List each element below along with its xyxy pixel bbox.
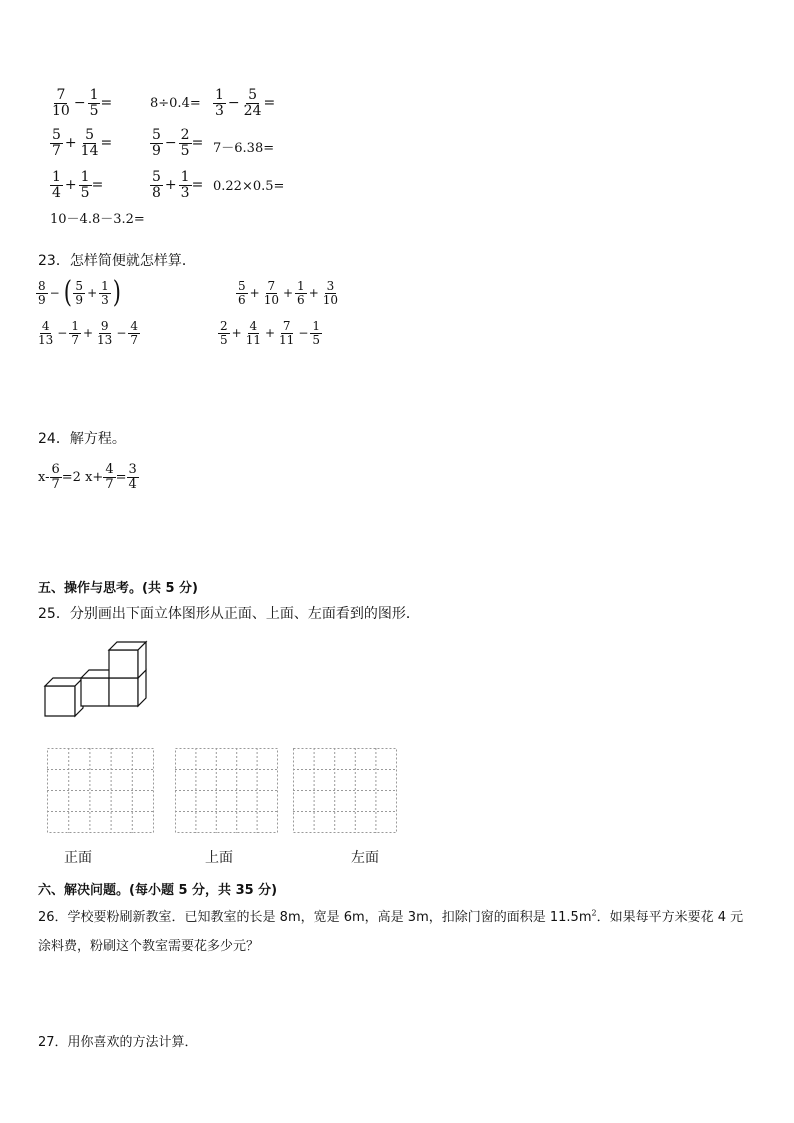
num: 8 bbox=[38, 278, 46, 293]
op: − bbox=[164, 135, 177, 152]
op: + bbox=[308, 286, 319, 301]
q22-r3-b bbox=[150, 170, 203, 200]
num: 7 bbox=[267, 279, 276, 293]
q26-text: ．如果每平方米要花 4 元 bbox=[596, 910, 744, 925]
section-5-heading: 五、操作与思考。(共 5 分) bbox=[38, 581, 198, 596]
op: + bbox=[231, 326, 242, 341]
cube-face bbox=[81, 678, 109, 706]
num: 4 bbox=[130, 319, 139, 333]
op: + bbox=[82, 326, 94, 341]
q24-title: 24．解方程。 bbox=[38, 431, 126, 447]
q23-expr-3 bbox=[36, 320, 140, 346]
den: 4 bbox=[52, 184, 61, 201]
op: − bbox=[73, 95, 86, 112]
num: 5 bbox=[85, 127, 95, 143]
den: 9 bbox=[75, 292, 84, 307]
q23-expr-4 bbox=[218, 320, 322, 346]
num: 1 bbox=[101, 278, 109, 293]
den: 10 bbox=[52, 102, 70, 119]
op: + bbox=[64, 177, 77, 194]
num: 6 bbox=[51, 462, 60, 477]
den: 5 bbox=[180, 142, 190, 159]
q26-line2: 涂料费，粉刷这个教室需要花多少元？ bbox=[38, 939, 260, 954]
den: 8 bbox=[152, 184, 161, 201]
eq-text: x- bbox=[38, 469, 50, 485]
cube-face bbox=[45, 686, 75, 716]
den: 6 bbox=[297, 292, 305, 307]
den: 13 bbox=[97, 332, 113, 347]
q22-r2-b bbox=[150, 128, 203, 158]
num: 2 bbox=[180, 127, 190, 143]
grid-left bbox=[293, 748, 398, 834]
op: − bbox=[49, 286, 60, 300]
num: 5 bbox=[152, 127, 161, 143]
op: + bbox=[249, 286, 260, 301]
num: 5 bbox=[238, 279, 246, 293]
den: 6 bbox=[238, 292, 246, 307]
den: 5 bbox=[220, 332, 228, 347]
num: 4 bbox=[105, 462, 114, 477]
num: 2 bbox=[220, 319, 228, 333]
op: − bbox=[227, 95, 240, 112]
den: 5 bbox=[312, 332, 321, 347]
den: 11 bbox=[245, 332, 261, 347]
eq: = bbox=[263, 95, 276, 112]
q22-r1-a bbox=[50, 88, 112, 118]
num: 1 bbox=[312, 319, 321, 333]
num: 1 bbox=[215, 87, 224, 103]
grid-top bbox=[175, 748, 279, 834]
op: + bbox=[264, 326, 276, 341]
cube-figure bbox=[40, 638, 155, 720]
q25-title: 25．分别画出下面立体图形从正面、上面、左面看到的图形． bbox=[38, 606, 420, 622]
den: 3 bbox=[101, 292, 109, 307]
den: 7 bbox=[52, 142, 61, 159]
label-top: 上面 bbox=[205, 850, 233, 866]
den: 14 bbox=[80, 142, 99, 159]
q22-r3-a bbox=[50, 170, 103, 200]
num: 5 bbox=[248, 87, 258, 103]
num: 1 bbox=[52, 169, 61, 185]
q22-r2-a bbox=[50, 128, 112, 158]
op: + bbox=[87, 286, 98, 300]
den: 9 bbox=[152, 142, 161, 159]
eq-text: =2 x+ bbox=[61, 469, 104, 485]
label-front: 正面 bbox=[64, 850, 92, 866]
den: 3 bbox=[180, 184, 190, 201]
num: 5 bbox=[75, 278, 84, 293]
den: 7 bbox=[105, 476, 114, 492]
num: 1 bbox=[180, 169, 190, 185]
eq: = bbox=[91, 177, 104, 194]
cube-face bbox=[109, 678, 138, 706]
q26-sup: 2 bbox=[591, 908, 597, 918]
den: 3 bbox=[215, 102, 224, 119]
q22-r1-c bbox=[213, 88, 275, 118]
den: 7 bbox=[51, 476, 60, 492]
den: 11 bbox=[279, 332, 295, 347]
den: 7 bbox=[71, 332, 79, 347]
op: + bbox=[164, 177, 177, 194]
q23-expr-1 bbox=[36, 275, 122, 310]
right-paren: ) bbox=[112, 275, 121, 310]
den: 24 bbox=[243, 102, 262, 119]
num: 1 bbox=[89, 87, 99, 103]
q22-r4: 10－4.8－3.2= bbox=[50, 212, 145, 227]
eq: = bbox=[100, 95, 113, 112]
q22-r2-c: 7－6.38= bbox=[213, 141, 275, 156]
q24-equation bbox=[38, 463, 139, 491]
op: + bbox=[64, 135, 77, 152]
eq-text: = bbox=[115, 469, 127, 485]
section-6-heading: 六、解决问题。(每小题 5 分，共 35 分) bbox=[38, 883, 278, 898]
q22-r1-b: 8÷0.4= bbox=[150, 96, 201, 111]
den: 4 bbox=[128, 476, 137, 492]
num: 1 bbox=[71, 319, 79, 333]
den: 5 bbox=[89, 102, 99, 119]
q23-title: 23．怎样简便就怎样算． bbox=[38, 253, 196, 269]
num: 1 bbox=[297, 279, 305, 293]
q27-title: 27．用你喜欢的方法计算． bbox=[38, 1035, 198, 1050]
den: 13 bbox=[38, 332, 54, 347]
den: 5 bbox=[80, 184, 90, 201]
grid-front bbox=[47, 748, 155, 834]
num: 4 bbox=[249, 319, 258, 333]
num: 7 bbox=[282, 319, 291, 333]
num: 5 bbox=[52, 127, 61, 143]
den: 10 bbox=[263, 292, 279, 307]
op: − bbox=[298, 326, 309, 341]
eq: = bbox=[191, 135, 204, 152]
den: 10 bbox=[322, 292, 339, 307]
op: − bbox=[116, 326, 127, 341]
eq: = bbox=[191, 177, 204, 194]
op: + bbox=[282, 286, 294, 301]
den: 7 bbox=[130, 332, 139, 347]
num: 5 bbox=[152, 169, 161, 185]
op: − bbox=[57, 326, 68, 341]
q26-text: 26．学校要粉刷新教室．已知教室的长是 8m，宽是 6m，高是 3m，扣除门窗的面积是 11.5m bbox=[38, 910, 592, 925]
num: 7 bbox=[56, 87, 66, 103]
eq: = bbox=[100, 135, 113, 152]
den: 9 bbox=[38, 292, 46, 307]
num: 9 bbox=[100, 319, 109, 333]
q23-expr-2 bbox=[236, 280, 340, 306]
left-paren: ( bbox=[63, 275, 72, 310]
num: 4 bbox=[41, 319, 50, 333]
num: 3 bbox=[326, 279, 335, 293]
num: 3 bbox=[128, 462, 137, 477]
q26-line1 bbox=[38, 906, 743, 925]
q22-r3-c: 0.22×0.5= bbox=[213, 179, 285, 194]
label-left: 左面 bbox=[351, 850, 379, 866]
cube-face bbox=[109, 650, 138, 678]
num: 1 bbox=[80, 169, 90, 185]
